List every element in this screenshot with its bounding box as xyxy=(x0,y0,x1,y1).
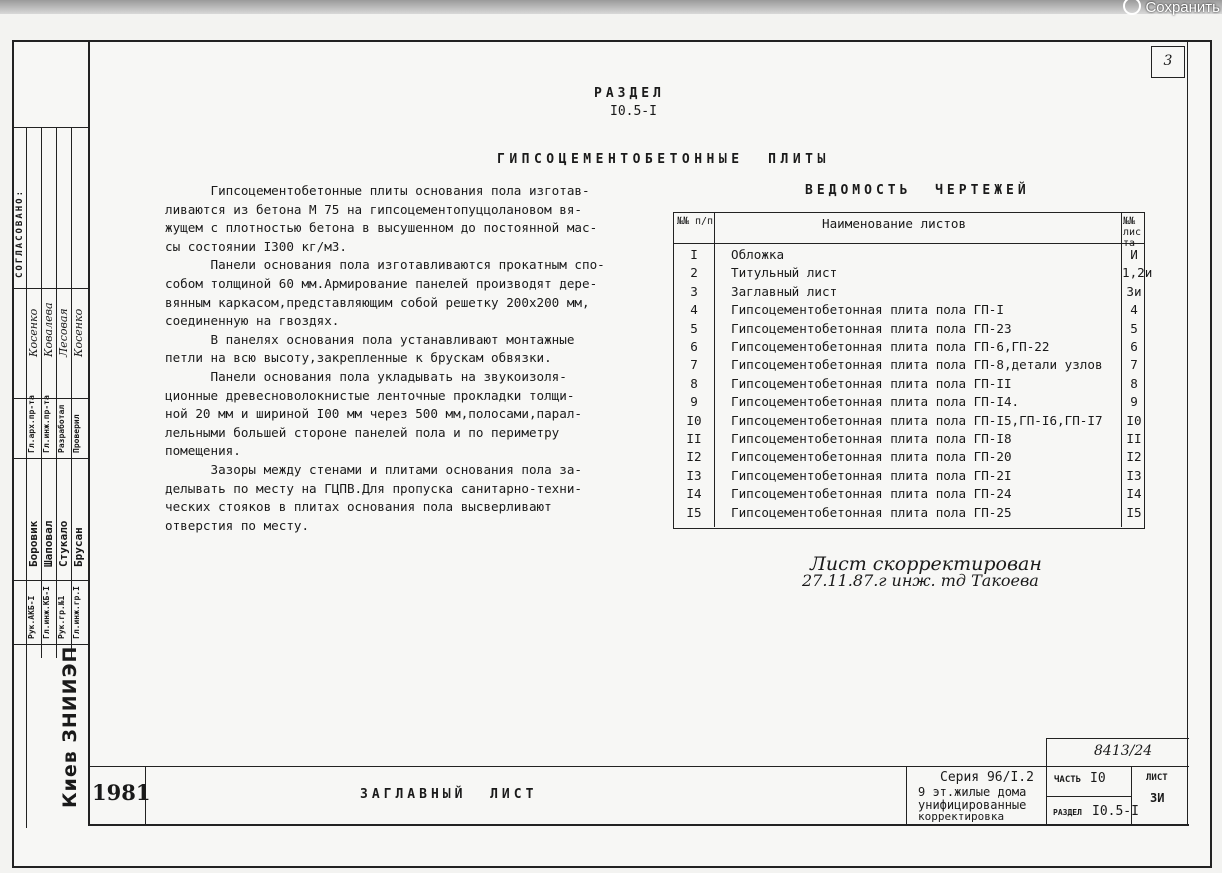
table-cell-sheet: 6 xyxy=(1130,339,1138,354)
table-cell-sheet: 5 xyxy=(1130,320,1138,336)
save-label: Сохранить xyxy=(1145,0,1220,16)
table-cell-num: 5 xyxy=(690,320,698,336)
table-cell-name: Гипсоцементобетонная плита пола ГП-6,ГП-22 xyxy=(731,339,1050,354)
title-block-divider xyxy=(1046,738,1047,826)
body-text-line: собом толщиной 60 мм.Армирование панелей производят дере- xyxy=(165,275,598,291)
table-cell-name: Заглавный лист xyxy=(731,283,838,299)
body-text-line: Гипсоцементобетонные плиты основания пола изготав- xyxy=(165,183,590,198)
body-text-line: ческих стояков в плитах основания пола высверливают xyxy=(165,499,552,515)
body-text xyxy=(165,182,605,535)
table-cell-num: 6 xyxy=(690,339,698,354)
table-cell-sheet: I2 xyxy=(1126,449,1142,465)
body-text-line: делывать по месту на ГЦПВ.Для пропуска санитарно-техни- xyxy=(165,480,583,496)
position-label: Гл.инж.КБ-I xyxy=(42,586,51,639)
side-row-line xyxy=(12,458,88,459)
table-cell-num: I3 xyxy=(686,467,702,483)
table-cell-num: I5 xyxy=(686,504,702,520)
handwritten-note: Лист скорректирован xyxy=(810,553,1042,575)
table-cell-num: 8 xyxy=(690,375,698,391)
table-row xyxy=(674,338,1144,356)
signer-name: Брусан xyxy=(72,527,85,567)
side-row-line xyxy=(12,580,88,581)
table-row xyxy=(674,430,1144,448)
table-cell-name: Гипсоцементобетонная плита пола ГП-23 xyxy=(731,320,1012,336)
table-cell-num: I2 xyxy=(686,449,702,465)
role-label: Разработал xyxy=(57,404,66,453)
organization-label: Киев ЗНИИЭП xyxy=(59,645,81,808)
handwritten-note-date: 27.11.87.г инж. тд Такоева xyxy=(802,571,1039,590)
body-text-line: отверстия по месту. xyxy=(165,517,310,533)
title-block-top-line xyxy=(88,766,1189,767)
table-cell-num: I xyxy=(690,247,698,262)
table-cell-num: 7 xyxy=(690,357,698,373)
table-cell-num: II xyxy=(686,431,702,446)
table-row xyxy=(674,485,1144,503)
save-button[interactable] xyxy=(1123,0,1220,16)
table-cell-num: 3 xyxy=(690,283,698,299)
series-line4: корректировка xyxy=(918,810,1005,823)
table-cell-sheet: I5 xyxy=(1126,504,1142,520)
section-value: I0.5-I xyxy=(1092,804,1139,819)
sign-name: Косенко xyxy=(27,308,40,357)
table-row xyxy=(674,504,1144,522)
table-cell-name: Гипсоцементобетонная плита пола ГП-8,детали узлов xyxy=(731,357,1103,373)
body-text-line: Зазоры между стенами и плитами основания пола за- xyxy=(165,461,583,477)
table-header-sheet: №№ листа xyxy=(1123,216,1142,249)
body-text-line: петли на всю высоту,закрепленные к брускам обвязки. xyxy=(165,350,552,366)
body-text-line: ливаются из бетона М 75 на гипсоцементопуццолановом вя- xyxy=(165,201,583,217)
table-row xyxy=(674,448,1144,466)
sign-name: Лесовая xyxy=(57,308,70,357)
body-text-line: сы состоянии I300 кг/м3. xyxy=(165,238,347,254)
title-block-code-line xyxy=(1046,738,1189,739)
table-cell-sheet: 7 xyxy=(1130,357,1138,373)
series-line1: Серия 96/I.2 xyxy=(940,770,1034,785)
table-row xyxy=(674,412,1144,430)
table-header-divider xyxy=(674,243,1144,244)
side-col-line xyxy=(56,128,57,658)
role-label: Проверил xyxy=(72,414,81,453)
table-cell-num: I0 xyxy=(686,412,702,428)
sheet-value: 3И xyxy=(1150,791,1165,805)
sign-name: Ковалева xyxy=(42,302,55,357)
table-title: ВЕДОМОСТЬ ЧЕРТЕЖЕЙ xyxy=(805,183,1030,198)
main-title: ГИПСОЦЕМЕНТОБЕТОННЫЕ ПЛИТЫ xyxy=(497,152,830,167)
table-cell-name: Гипсоцементобетонная плита пола ГП-I4. xyxy=(731,394,1020,410)
side-col-line xyxy=(71,128,72,658)
table-cell-num: I4 xyxy=(686,486,702,502)
table-header-num: №№ п/п xyxy=(676,216,714,227)
series-line2: 9 эт.жилые дома xyxy=(918,785,1027,799)
save-icon xyxy=(1123,0,1141,15)
browser-top-bar xyxy=(0,0,1222,14)
body-text-line: лельными большей стороне панелей пола и по периметру xyxy=(165,424,560,440)
series-line3: унифицированные xyxy=(918,798,1027,812)
table-cell-sheet: 1,2и xyxy=(1122,265,1153,281)
table-cell-sheet: 9 xyxy=(1130,394,1138,410)
body-text-line: помещения. xyxy=(165,443,241,459)
sign-name: Косенко xyxy=(72,308,85,357)
table-cell-sheet: 3и xyxy=(1126,283,1142,299)
table-cell-sheet: I3 xyxy=(1126,467,1142,483)
drawings-table xyxy=(673,212,1153,529)
sheet-label: ЛИСТ xyxy=(1146,773,1168,783)
table-row xyxy=(674,467,1144,485)
table-cell-sheet: 8 xyxy=(1130,375,1138,391)
table-cell-sheet: II xyxy=(1126,431,1142,446)
table-cell-name: Гипсоцементобетонная плита пола ГП-I5,ГП-I6,ГП-I7 xyxy=(731,412,1103,428)
position-label: Рук.АКБ-I xyxy=(27,595,36,639)
signer-name: Стукало xyxy=(57,520,70,567)
table-header-name: Наименование листов xyxy=(822,216,967,231)
signer-name: Шаповал xyxy=(42,520,55,567)
section-number: I0.5-I xyxy=(610,104,657,119)
table-cell-name: Гипсоцементобетонная плита пола ГП-24 xyxy=(731,486,1012,502)
table-row xyxy=(674,264,1153,282)
table-cell-name: Гипсоцементобетонная плита пола ГП-I8 xyxy=(731,431,1012,446)
signer-name: Боровик xyxy=(27,520,40,567)
role-label: Гл.арх.пр-та xyxy=(27,395,36,453)
year: 1981 xyxy=(92,780,151,805)
table-cell-sheet: 4 xyxy=(1130,302,1138,318)
table-cell-sheet: I0 xyxy=(1126,412,1142,428)
table-cell-num: 2 xyxy=(690,265,698,281)
body-text-line: ной 20 мм и шириной I00 мм через 500 мм,полосами,парал- xyxy=(165,406,583,422)
part-label: ЧАСТЬ xyxy=(1054,775,1082,785)
body-text-line: В панелях основания пола устанавливают монтажные xyxy=(165,331,575,347)
section-label: РАЗДЕЛ xyxy=(1053,808,1082,817)
table-cell-sheet: И xyxy=(1130,247,1138,262)
side-row-line xyxy=(12,288,88,289)
table-cell-num: 4 xyxy=(690,302,698,318)
side-stamp xyxy=(12,127,88,828)
table-cell-name: Гипсоцементобетонная плита пола ГП-2I xyxy=(731,467,1012,483)
title-block-mid-line xyxy=(1046,796,1131,797)
table-row xyxy=(674,356,1144,374)
side-col-line xyxy=(26,128,27,828)
table-cell-name: Гипсоцементобетонная плита пола ГП-II xyxy=(731,375,1012,391)
table-row xyxy=(674,301,1144,319)
table-row xyxy=(674,283,1144,301)
section-title: РАЗДЕЛ xyxy=(594,86,665,101)
table-row xyxy=(674,320,1144,338)
table-row xyxy=(674,375,1144,393)
table-cell-name: Обложка xyxy=(731,247,785,262)
sheet-title: ЗАГЛАВНЫЙ ЛИСТ xyxy=(360,787,538,802)
body-text-line: жущем с плотностью бетона в высушенном до постоянной мас- xyxy=(165,220,598,236)
position-label: Рук.гр.№1 xyxy=(57,595,66,639)
table-cell-sheet: I4 xyxy=(1126,486,1142,502)
body-text-line: соединенную на гвоздях. xyxy=(165,313,340,329)
side-col-line xyxy=(41,128,42,658)
frame-right-line xyxy=(1187,40,1188,826)
body-text-line: вянным каркасом,представляющим собой решетку 200х200 мм, xyxy=(165,294,590,310)
part-value: I0 xyxy=(1090,771,1106,786)
title-block-divider xyxy=(906,766,907,826)
doc-code: 8413/24 xyxy=(1094,743,1153,759)
table-cell-name: Гипсоцементобетонная плита пола ГП-I xyxy=(731,302,1004,318)
table-row xyxy=(674,393,1144,411)
table-cell-name: Титульный лист xyxy=(731,265,838,281)
table-cell-num: 9 xyxy=(690,394,698,410)
table-row xyxy=(674,246,1144,264)
page-number: 3 xyxy=(1151,46,1185,78)
body-text-line: Панели основания пола укладывать на звукоизоля- xyxy=(165,368,567,384)
body-text-line: Панели основания пола изготавливаются прокатным спо- xyxy=(165,257,605,273)
table-cell-name: Гипсоцементобетонная плита пола ГП-20 xyxy=(731,449,1012,465)
body-text-line: ционные древесноволокнистые ленточные прокладки толщи- xyxy=(165,387,575,403)
agreed-label: СОГЛАСОВАНО: xyxy=(15,188,25,278)
table-cell-name: Гипсоцементобетонная плита пола ГП-25 xyxy=(731,504,1012,520)
role-label: Гл.инж.пр-та xyxy=(42,395,51,453)
position-label: Гл.инж.гр.I xyxy=(72,586,81,639)
